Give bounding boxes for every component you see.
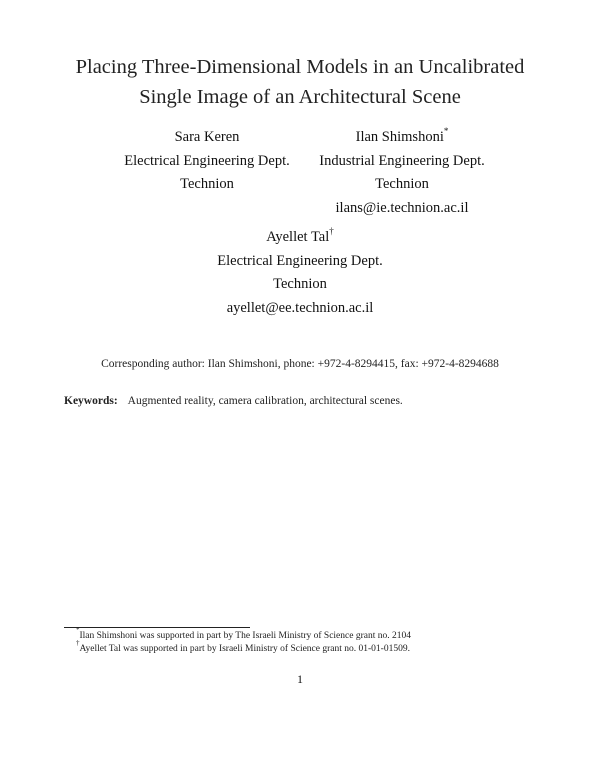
footnote-mark: † (76, 638, 80, 647)
keywords-label: Keywords: (64, 395, 118, 407)
title-line-2: Single Image of an Architectural Scene (139, 86, 461, 108)
footnotes (76, 625, 411, 656)
author-institution: Technion (273, 276, 327, 292)
footnote-text: Ayellet Tal was supported in part by Israeli Ministry of Science grant no. 01-01-01509. (79, 644, 410, 654)
page-number: 1 (297, 672, 303, 686)
footnote-mark: * (443, 126, 449, 137)
author-email: ilans@ie.technion.ac.il (335, 199, 469, 216)
author-affiliation: Industrial Engineering Dept. (319, 152, 485, 169)
keywords-line (64, 395, 403, 407)
author-affiliation: Electrical Engineering Dept. (217, 252, 383, 269)
author-block-tal (0, 226, 600, 320)
corresponding-author: Corresponding author: Ilan Shimshoni, phone: +972-4-8294415, fax: +972-4-8294688 (101, 358, 499, 370)
footnote-mark: † (329, 226, 334, 237)
author-block-shimshoni (300, 126, 504, 220)
author-block-keren (94, 126, 320, 197)
author-name: Ilan Shimshoni (355, 129, 444, 145)
author-name-line (300, 126, 504, 150)
title-line-1: Placing Three-Dimensional Models in an Uncalibrated (75, 56, 525, 78)
paper-title (0, 52, 600, 112)
author-email: ayellet@ee.technion.ac.il (226, 299, 374, 316)
author-name: Ayellet Tal (266, 229, 330, 245)
author-institution: Technion (180, 176, 234, 192)
author-name-line (0, 226, 600, 250)
author-name: Sara Keren (174, 129, 240, 145)
author-affiliation: Electrical Engineering Dept. (124, 152, 290, 169)
footnote-mark: * (76, 625, 80, 634)
author-institution: Technion (375, 176, 429, 192)
footnote-rule (64, 627, 250, 628)
footnote-1 (76, 625, 411, 643)
footnote-text: Ilan Shimshoni was supported in part by The Israeli Ministry of Science grant no. 2104 (79, 631, 411, 641)
keywords-text: Augmented reality, camera calibration, architectural scenes. (127, 395, 403, 407)
footnote-2 (76, 638, 411, 656)
